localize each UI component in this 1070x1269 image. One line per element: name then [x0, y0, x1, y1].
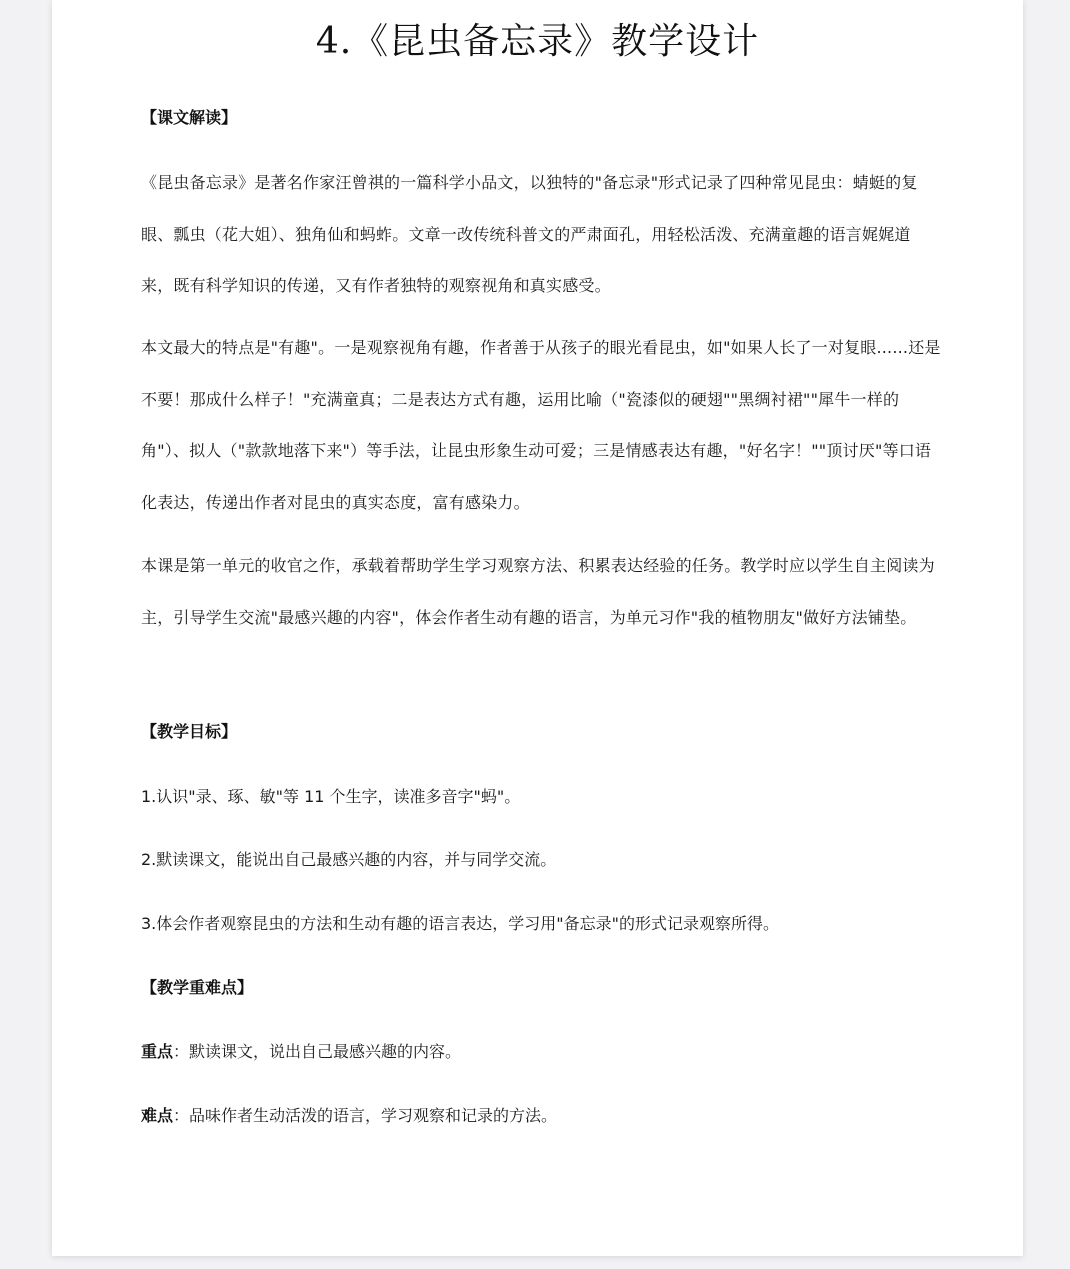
objective-item-3: 3.体会作者观察昆虫的方法和生动有趣的语言表达，学习用"备忘录"的形式记录观察所得。: [141, 914, 779, 933]
paragraph-intro: 《昆虫备忘录》是著名作家汪曾祺的一篇科学小品文，以独特的"备忘录"形式记录了四种常见昆虫：蜻蜓的复眼、瓢虫（花大姐）、独角仙和蚂蚱。文章一改传统科普文的严肃面孔，用轻松活泼、充满童趣的语言娓娓道来，既有科学知识的传递，又有作者独特的观察视角和真实感受。: [141, 173, 918, 295]
difficult-point-text: ：品味作者生动活泼的语言，学习观察和记录的方法。: [173, 1106, 558, 1125]
section-heading-jiaoxue-mubiao: 【教学目标】: [141, 722, 238, 741]
key-point-text: ：默读课文，说出自己最感兴趣的内容。: [173, 1042, 462, 1061]
paragraph-unit-role: 本课是第一单元的收官之作，承载着帮助学生学习观察方法、积累表达经验的任务。教学时应以学生自主阅读为主，引导学生交流"最感兴趣的内容"，体会作者生动有趣的语言，为单元习作"我的植物朋友"做好方法铺垫。: [141, 556, 935, 627]
document-page: [52, 0, 1023, 1256]
difficult-point-label: 难点: [141, 1106, 174, 1125]
key-point-line: [141, 1041, 961, 1063]
document-title: 4.《昆虫备忘录》教学设计: [315, 21, 760, 62]
paragraph-features: 本文最大的特点是"有趣"。一是观察视角有趣，作者善于从孩子的眼光看昆虫，如"如果人长了一对复眼......还是不要！那成什么样子！"充满童真；二是表达方式有趣，运用比喻（"瓷漆似的硬翅""黑绸衬裙""犀牛一样的角"）、拟人（"款款地落下来"）等手法，让昆虫形象生动可爱；三是情感表达有趣，"好名字！""顶讨厌"等口语化表达，传递出作者对昆虫的真实态度，富有感染力。: [141, 338, 941, 512]
objective-item-1: 1.认识"录、琢、敏"等 11 个生字，读准多音字"蚂"。: [141, 787, 521, 806]
objective-item-2: 2.默读课文，能说出自己最感兴趣的内容，并与同学交流。: [141, 850, 557, 869]
difficult-point-line: [141, 1105, 961, 1127]
section-heading-zhongnandian: 【教学重难点】: [141, 978, 254, 997]
key-point-label: 重点: [141, 1042, 174, 1061]
section-heading-kewen-jiedu: 【课文解读】: [141, 108, 238, 127]
